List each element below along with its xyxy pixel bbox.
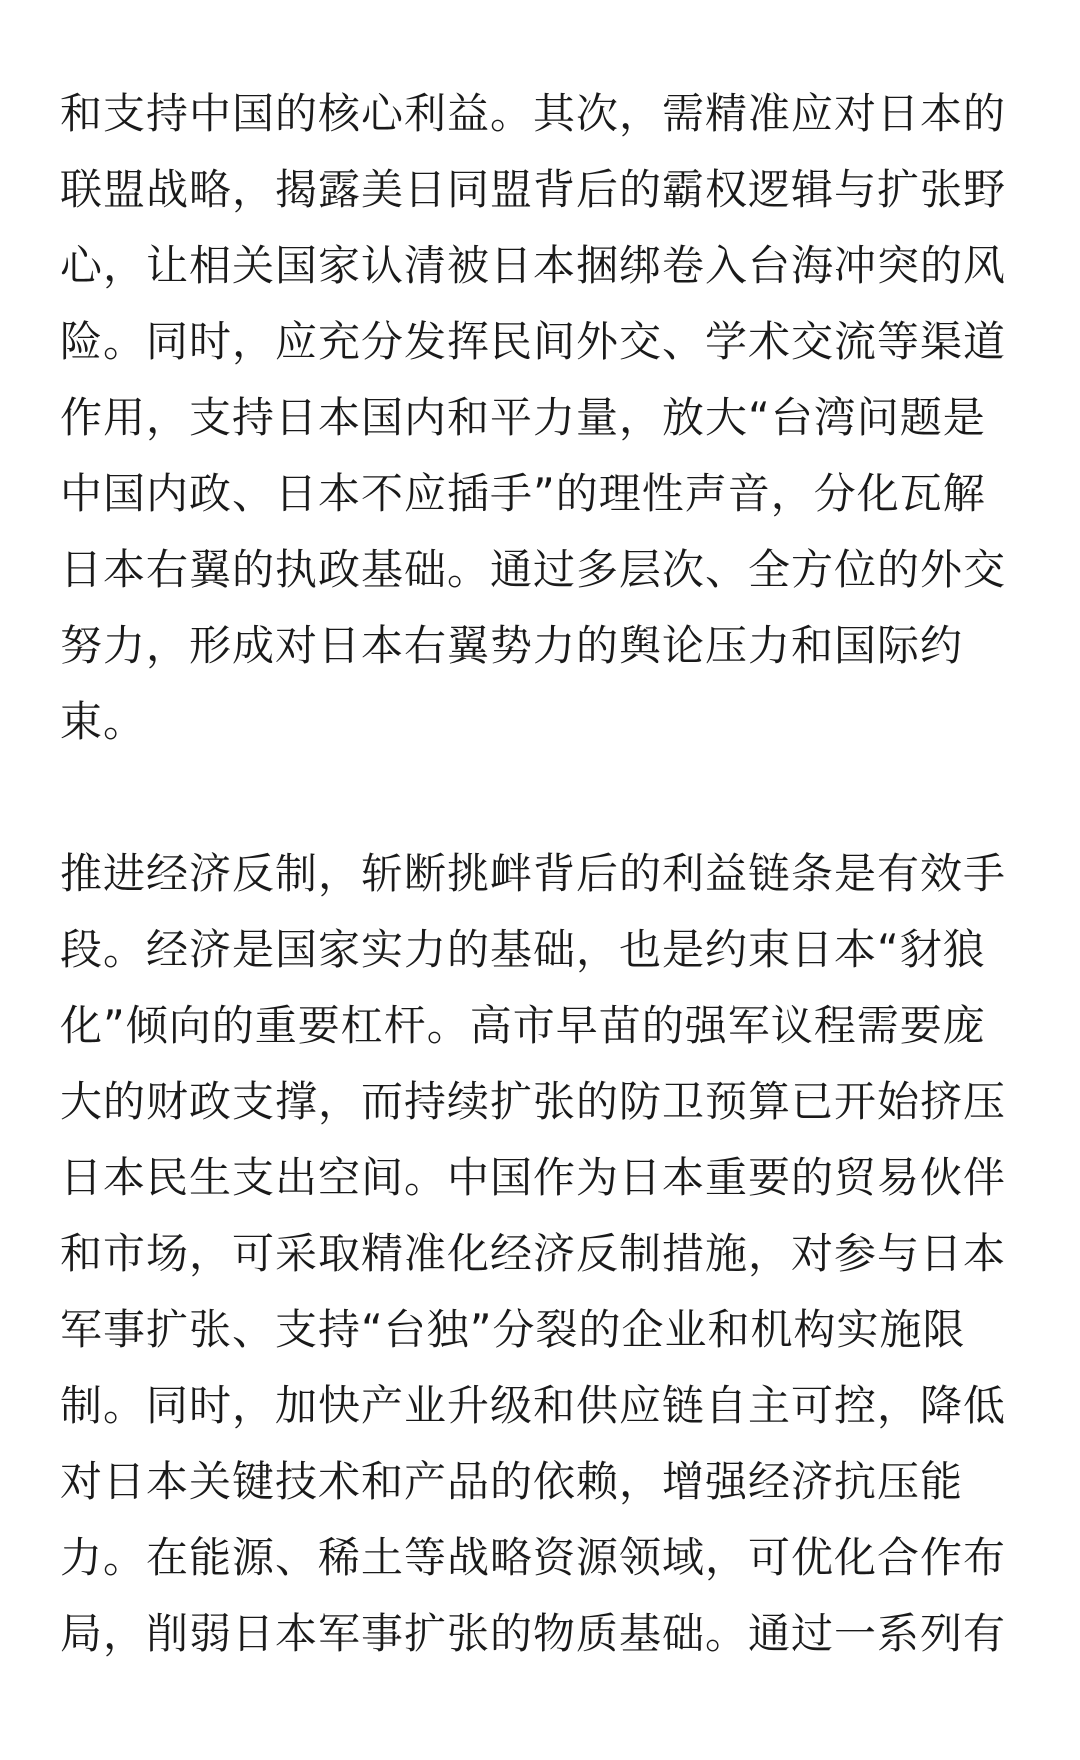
- text-line: 日本民生支出空间。中国作为日本重要的贸易伙伴: [60, 1153, 1007, 1202]
- paragraph-economic-countermeasures: [60, 836, 1020, 1672]
- text-line: 制。同时，加快产业升级和供应链自主可控，降低: [60, 1381, 1007, 1430]
- text-line: 心，让相关国家认清被日本捆绑卷入台海冲突的风: [60, 241, 1007, 290]
- text-line: 局，削弱日本军事扩张的物质基础。通过一系列有: [60, 1609, 1007, 1658]
- text-line: 联盟战略，揭露美日同盟背后的霸权逻辑与扩张野: [60, 165, 1007, 214]
- text-line: 力。在能源、稀土等战略资源领域，可优化合作布: [60, 1533, 1007, 1582]
- text-line: 推进经济反制，斩断挑衅背后的利益链条是有效手: [60, 849, 1007, 898]
- paragraph-spacer: [60, 760, 1020, 836]
- text-line: 作用，支持日本国内和平力量，放大“台湾问题是: [60, 393, 986, 442]
- text-line: 中国内政、日本不应插手”的理性声音，分化瓦解: [60, 469, 986, 518]
- text-line: 化”倾向的重要杠杆。高市早苗的强军议程需要庞: [60, 1001, 986, 1050]
- text-line: 段。经济是国家实力的基础，也是约束日本“豺狼: [60, 925, 986, 974]
- text-line: 险。同时，应充分发挥民间外交、学术交流等渠道: [60, 317, 1007, 366]
- text-line: 对日本关键技术和产品的依赖，增强经济抗压能: [60, 1457, 964, 1506]
- paragraph-diplomacy: [60, 76, 1020, 760]
- text-line: 军事扩张、支持“台独”分裂的企业和机构实施限: [60, 1305, 966, 1354]
- text-line: 努力，形成对日本右翼势力的舆论压力和国际约: [60, 621, 964, 670]
- text-line: 日本右翼的执政基础。通过多层次、全方位的外交: [60, 545, 1007, 594]
- text-line: 大的财政支撑，而持续扩张的防卫预算已开始挤压: [60, 1077, 1007, 1126]
- article-body: [60, 76, 1020, 1672]
- text-line: 束。: [60, 697, 147, 746]
- text-line: 和支持中国的核心利益。其次，需精准应对日本的: [60, 89, 1007, 138]
- text-line: 和市场，可采取精准化经济反制措施，对参与日本: [60, 1229, 1007, 1278]
